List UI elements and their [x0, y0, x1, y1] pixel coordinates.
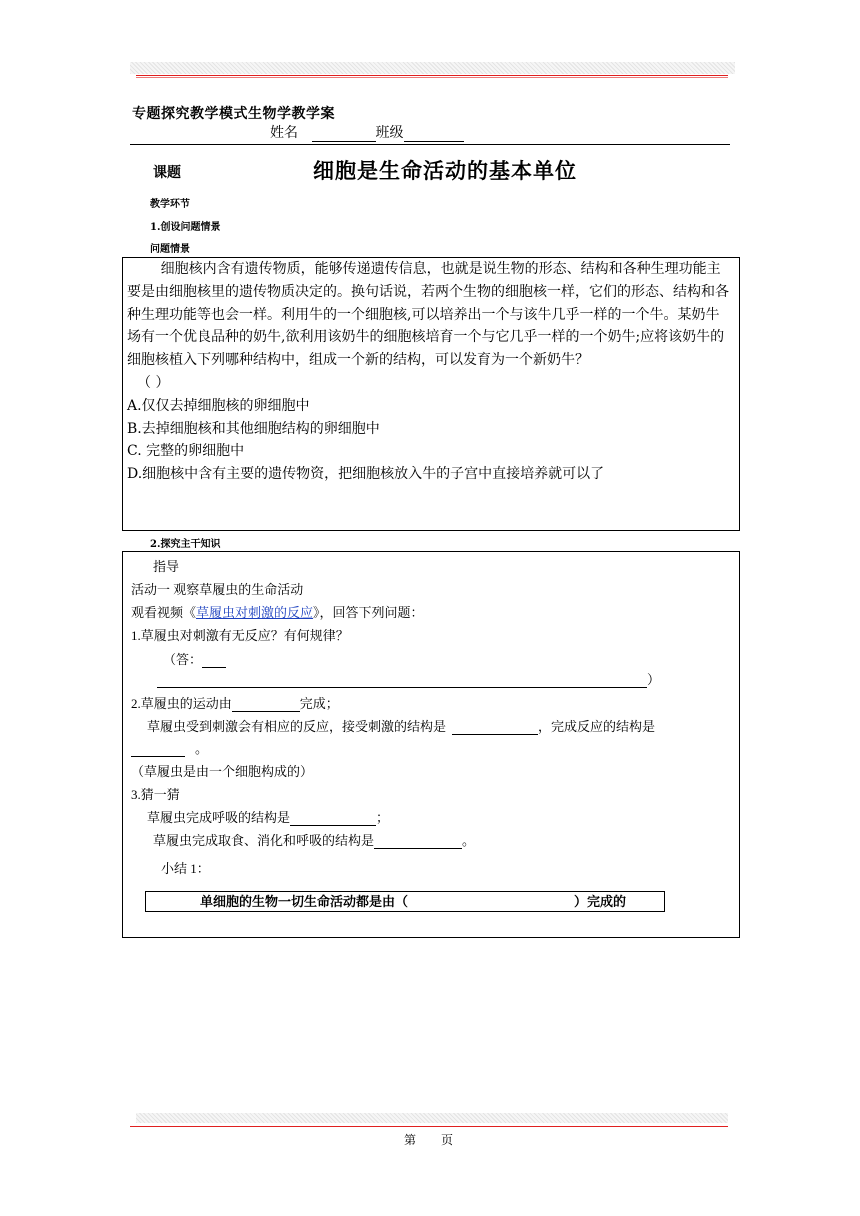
- class-label: 班级: [375, 126, 404, 141]
- question-block: [123, 258, 733, 486]
- header-band: [130, 62, 735, 74]
- document-title: 专题探究教学模式生物学教学案: [132, 106, 335, 122]
- header-rule-2: [136, 77, 728, 78]
- option-d: D.细胞核中含有主要的遗传物资，把细胞核放入牛的子宫中直接培养就可以了: [127, 466, 605, 483]
- q2-blank-motion[interactable]: [232, 697, 300, 712]
- footer-rule: [130, 1126, 728, 1127]
- option-a: A.仅仅去掉细胞核的卵细胞中: [127, 397, 310, 414]
- q2-blank-receive[interactable]: [452, 720, 538, 735]
- topic-title: 细胞是生命活动的基本单位: [313, 158, 577, 183]
- option-b: B.去掉细胞核和其他细胞结构的卵细胞中: [127, 420, 380, 437]
- q2-prefix: 2.草履虫的运动由: [131, 696, 232, 711]
- summary-title: 小结 1：: [161, 861, 210, 876]
- q3-blank-breathing[interactable]: [290, 811, 376, 826]
- problem-scenario-box: [122, 257, 740, 531]
- question-3: 3.猜一猜: [131, 787, 180, 802]
- summary-suffix: ）完成的: [574, 894, 627, 909]
- q3-line1-end: ；: [376, 810, 390, 825]
- q3-line2-prefix: 草履虫完成取食、消化和呼吸的结构是: [153, 833, 375, 848]
- question-1: 1.草履虫对刺激有无反应？有何规律？: [131, 628, 349, 643]
- q2-line2-prefix: 草履虫受到刺激会有相应的反应，接受刺激的结构是: [147, 719, 447, 734]
- q1-answer-blank-short[interactable]: [202, 653, 226, 668]
- summary-box: [145, 891, 665, 912]
- teaching-steps-label: 教学环节: [150, 199, 190, 210]
- question-3-line1: [147, 807, 389, 826]
- activity-title: 活动一 观察草履虫的生命活动: [131, 582, 304, 597]
- answer-paren: （ ）: [137, 374, 170, 391]
- q1-answer-close: ）: [647, 672, 661, 687]
- name-class-row: [270, 122, 464, 142]
- topic-label: 课题: [153, 165, 181, 181]
- question-2-line2: [147, 716, 655, 735]
- q2-blank-respond[interactable]: [131, 742, 185, 757]
- name-field[interactable]: [312, 126, 376, 142]
- summary-prefix: 单细胞的生物一切生命活动都是由（: [200, 894, 409, 909]
- q1-answer-open: [163, 649, 226, 668]
- class-field[interactable]: [404, 126, 464, 142]
- guide-title: 指导: [153, 559, 180, 574]
- q2-line2-mid: ，完成反应的结构是: [538, 719, 656, 734]
- q1-answer-blank-long[interactable]: [157, 673, 647, 688]
- single-cell-note: （草履虫是由一个细胞构成的）: [131, 764, 314, 779]
- step2-label: 2.探究主干知识: [150, 539, 221, 550]
- q2-line3-end: 。: [195, 741, 209, 756]
- question-paragraph: 细胞核内含有遗传物质，能够传递遗传信息，也就是说生物的形态、结构和各种生理功能主要是由细胞核里的遗传物质决定的。换句话说，若两个生物的细胞核一样，它们的形态、结构和各种生理功能等也会一样。利用牛的一个细胞核,可以培养出一个与该牛几乎一样的一个牛。某奶牛场有一个优良品种的奶牛,欲利用该奶牛的细胞核培育一个与它几乎一样的一个奶牛;应将该奶牛的细胞核植入下列哪种结构中，组成一个新的结构，可以发育为一个新奶牛？: [127, 261, 729, 369]
- footer-band: [136, 1113, 728, 1123]
- video-link[interactable]: 草履虫对刺激的反应: [196, 605, 314, 620]
- header-rule: [136, 75, 728, 76]
- q1-answer-line: [157, 669, 660, 688]
- name-label: 姓名: [270, 126, 298, 141]
- scenario-label: 问题情景: [150, 244, 190, 255]
- guide-box: [122, 551, 740, 938]
- q3-blank-feeding[interactable]: [374, 834, 462, 849]
- step1-label: 1.创设问题情景: [150, 222, 221, 233]
- question-2: [131, 693, 339, 712]
- q3-line1-prefix: 草履虫完成呼吸的结构是: [147, 810, 291, 825]
- page-number-label: 第 页: [404, 1133, 454, 1147]
- q2-suffix: 完成；: [299, 696, 339, 711]
- video-suffix: 》，回答下列问题：: [313, 605, 424, 620]
- q3-line2-end: 。: [462, 833, 476, 848]
- title-divider: [130, 144, 730, 145]
- video-line: [131, 602, 424, 621]
- question-3-line2: [153, 830, 475, 849]
- question-2-line3: [131, 738, 208, 757]
- option-c: C. 完整的卵细胞中: [127, 443, 245, 460]
- video-prefix: 观看视频《: [131, 605, 197, 620]
- q1-answer-prefix: （答：: [163, 652, 203, 667]
